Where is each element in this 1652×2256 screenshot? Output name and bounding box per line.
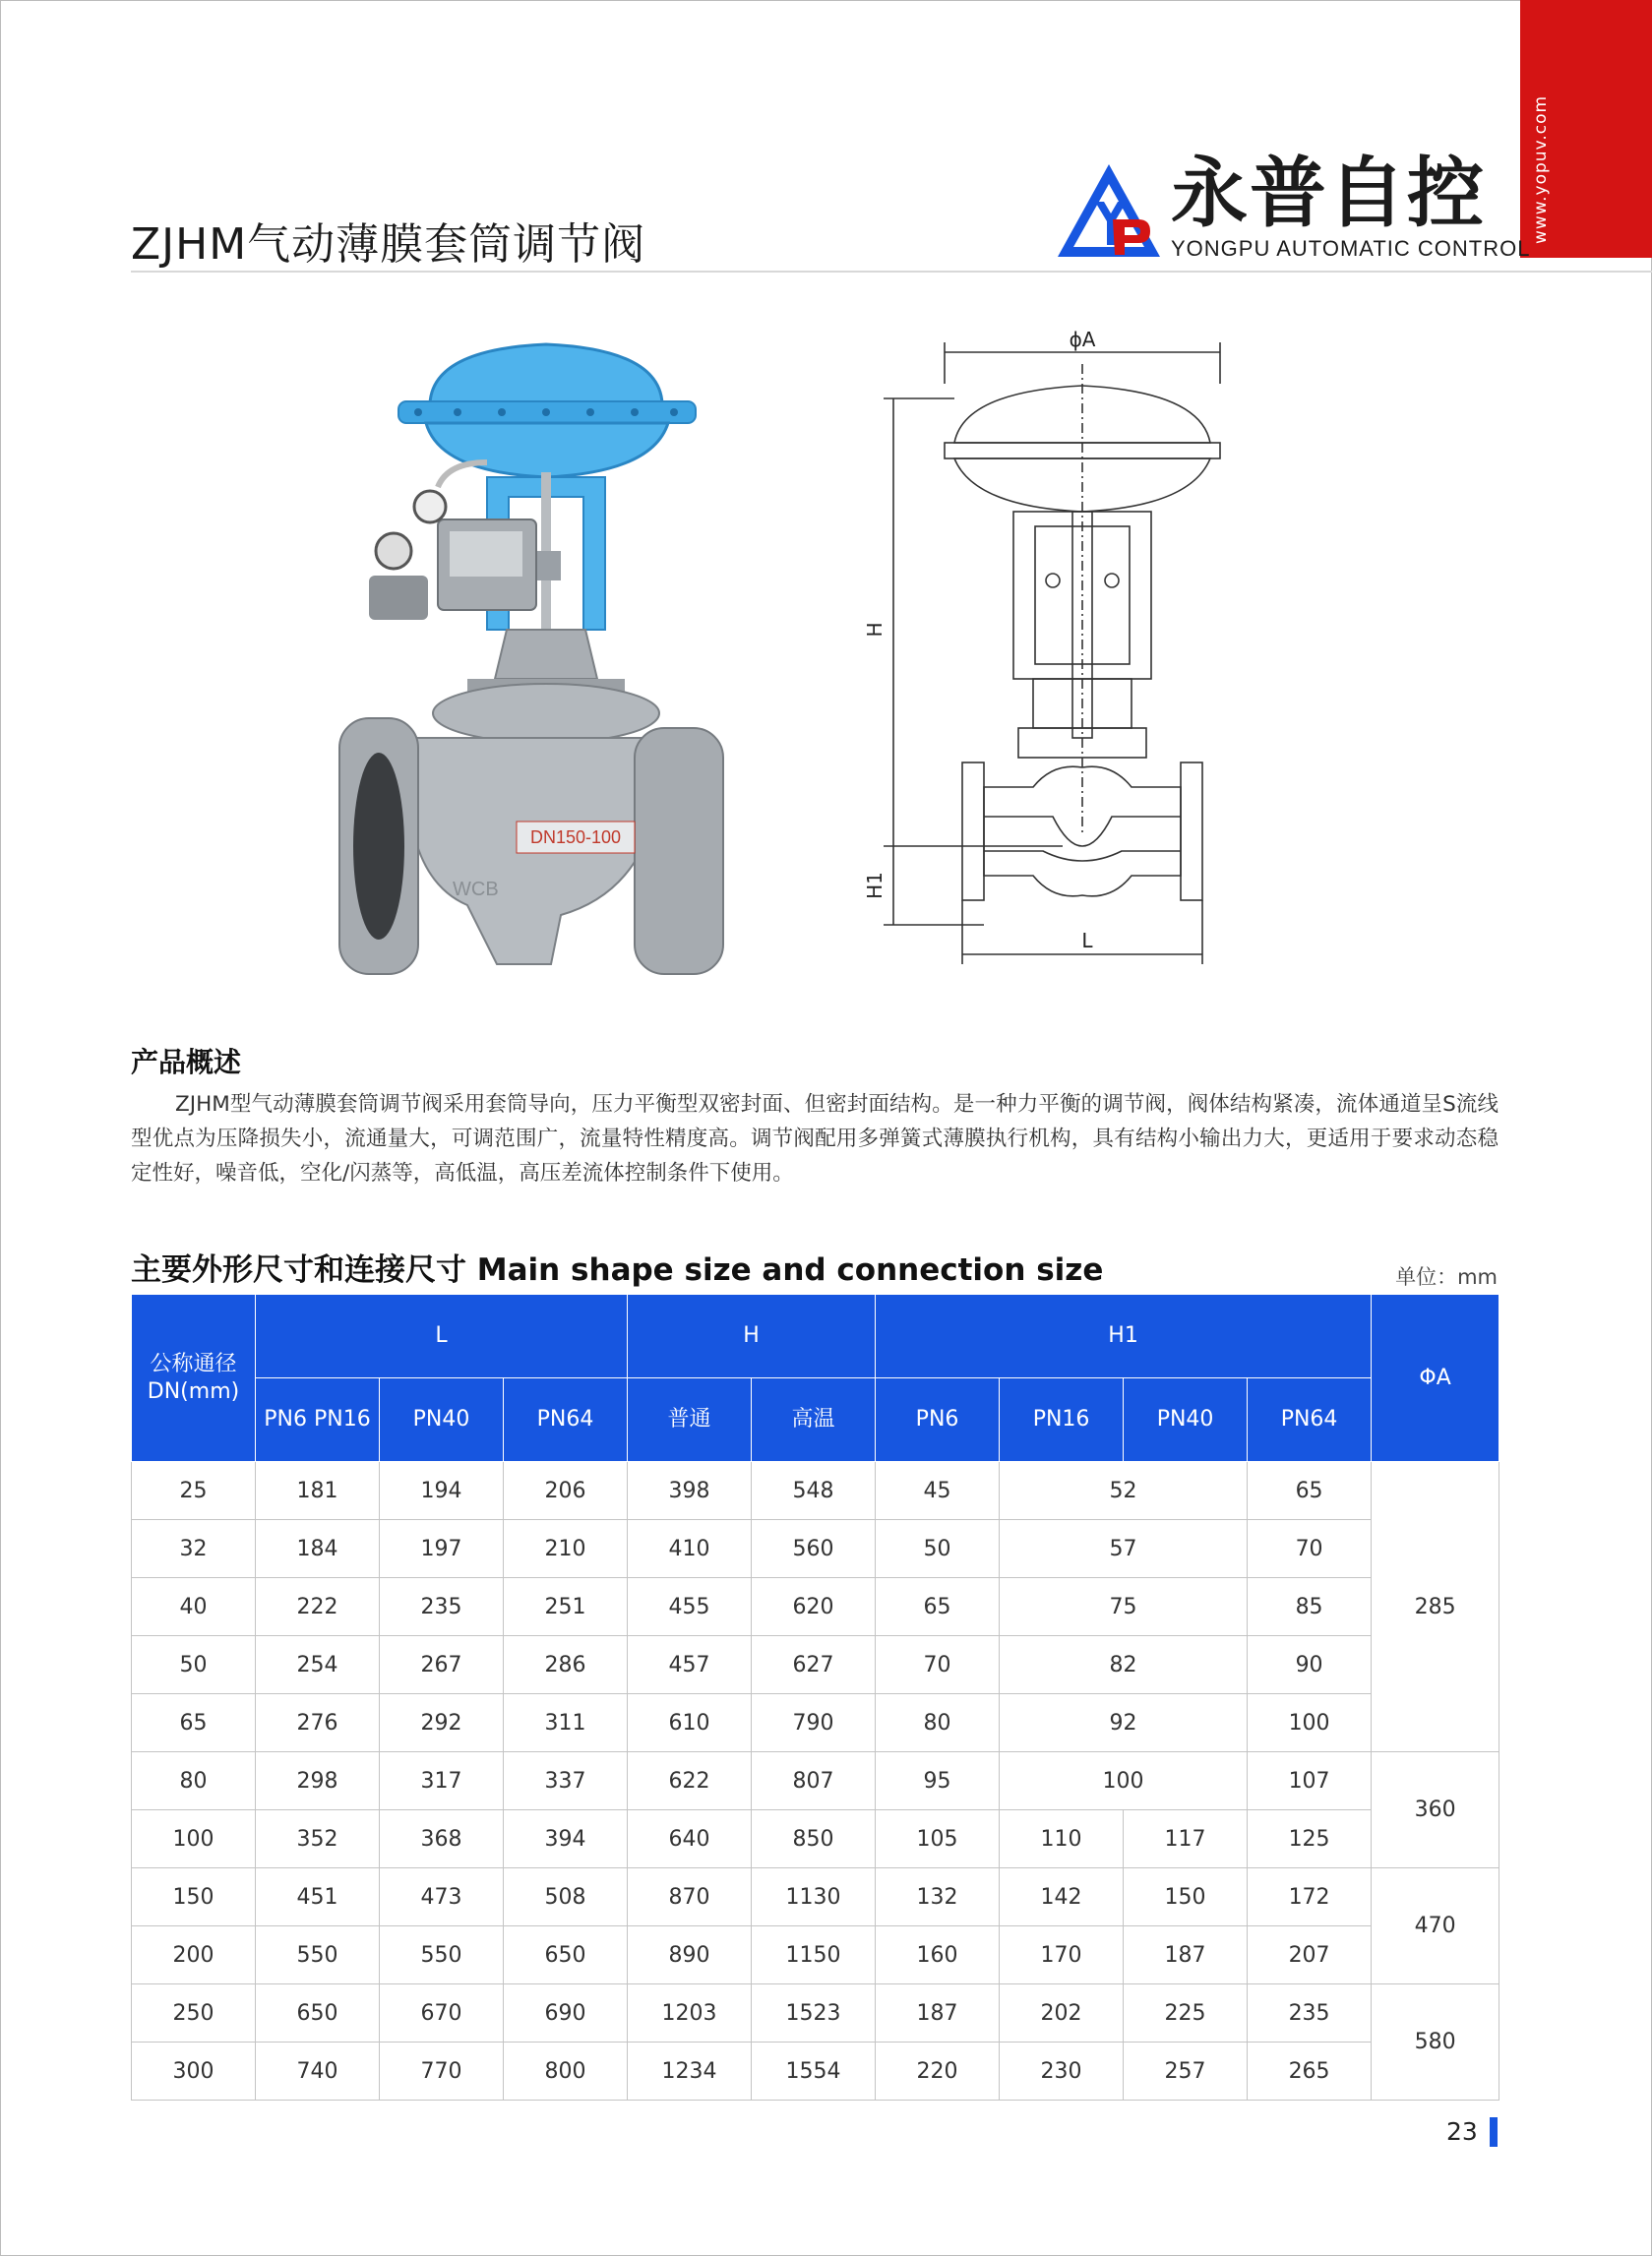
cell-dn: 25 <box>132 1462 256 1520</box>
cell-h2: 807 <box>752 1752 876 1810</box>
website-url: www.yopuv.com <box>1531 94 1551 244</box>
cell-l2: 473 <box>380 1868 504 1926</box>
label-H1: H1 <box>863 872 887 899</box>
page-number: 23 <box>1446 2117 1478 2146</box>
cell-l3: 210 <box>504 1520 628 1578</box>
cell-l2: 197 <box>380 1520 504 1578</box>
cell-h1: 457 <box>628 1636 752 1694</box>
cell-c: 257 <box>1124 2043 1248 2101</box>
cell-a: 160 <box>876 1926 1000 1984</box>
cell-d: 207 <box>1248 1926 1372 1984</box>
cell-l2: 550 <box>380 1926 504 1984</box>
label-L: L <box>1081 929 1093 952</box>
cell-d: 100 <box>1248 1694 1372 1752</box>
cell-b: 75 <box>1000 1578 1248 1636</box>
cell-dn: 40 <box>132 1578 256 1636</box>
cell-l1: 222 <box>256 1578 380 1636</box>
cell-h1: 410 <box>628 1520 752 1578</box>
cell-h2: 627 <box>752 1636 876 1694</box>
header-divider <box>131 271 1652 273</box>
table-row <box>132 2043 1499 2101</box>
header-phiA: ΦA <box>1372 1295 1499 1462</box>
cell-h1: 610 <box>628 1694 752 1752</box>
table-row <box>132 1868 1499 1926</box>
cell-h2: 620 <box>752 1578 876 1636</box>
table-row <box>132 1926 1499 1984</box>
cell-c: 150 <box>1124 1868 1248 1926</box>
cell-l3: 800 <box>504 2043 628 2101</box>
cell-c: 225 <box>1124 1984 1248 2043</box>
body-marking: DN150-100 <box>529 827 622 847</box>
cell-h1: 640 <box>628 1810 752 1868</box>
cell-a: 187 <box>876 1984 1000 2043</box>
cell-a: 220 <box>876 2043 1000 2101</box>
cell-b: 52 <box>1000 1462 1248 1520</box>
header-l-pn64: PN64 <box>504 1378 628 1462</box>
header-l-pn6-pn16: PN6 PN16 <box>256 1378 380 1462</box>
cell-a: 95 <box>876 1752 1000 1810</box>
cell-b: 100 <box>1000 1752 1248 1810</box>
cell-b: 202 <box>1000 1984 1124 2043</box>
cell-d: 70 <box>1248 1520 1372 1578</box>
cell-a: 65 <box>876 1578 1000 1636</box>
cell-l3: 508 <box>504 1868 628 1926</box>
cell-l2: 317 <box>380 1752 504 1810</box>
cell-c: 117 <box>1124 1810 1248 1868</box>
cell-h1: 622 <box>628 1752 752 1810</box>
header-h-high-temp: 高温 <box>752 1378 876 1462</box>
header-dn: 公称通径 DN(mm) <box>132 1295 256 1462</box>
cell-d: 65 <box>1248 1462 1372 1520</box>
cell-phi: 470 <box>1372 1868 1499 1984</box>
cell-l3: 690 <box>504 1984 628 2043</box>
cell-l3: 394 <box>504 1810 628 1868</box>
table-row <box>132 1694 1499 1752</box>
cell-h2: 790 <box>752 1694 876 1752</box>
cell-b: 110 <box>1000 1810 1124 1868</box>
cell-d: 125 <box>1248 1810 1372 1868</box>
header-h1-pn6: PN6 <box>876 1378 1000 1462</box>
cell-d: 107 <box>1248 1752 1372 1810</box>
cell-a: 70 <box>876 1636 1000 1694</box>
cell-l2: 770 <box>380 2043 504 2101</box>
cell-h2: 1150 <box>752 1926 876 1984</box>
cell-b: 92 <box>1000 1694 1248 1752</box>
cell-l3: 337 <box>504 1752 628 1810</box>
table-row <box>132 1578 1499 1636</box>
cell-l1: 276 <box>256 1694 380 1752</box>
unit-label: 单位：mm <box>1395 1265 1498 1289</box>
cell-h2: 1554 <box>752 2043 876 2101</box>
header-H1: H1 <box>876 1295 1372 1378</box>
cell-l1: 550 <box>256 1926 380 1984</box>
cell-dn: 32 <box>132 1520 256 1578</box>
overview-text: ZJHM型气动薄膜套筒调节阀采用套筒导向，压力平衡型双密封面、但密封面结构。是一种力平衡的调节阀，阀体结构紧凑，流体通道呈S流线型优点为压降损失小，流通量大，可调范围广，流量特性精度高。调节阀配用多弹簧式薄膜执行机构，具有结构小输出力大，更适用于要求动态稳定性好，噪音低，空化/闪蒸等，高低温，高压差流体控制条件下使用。 <box>131 1092 1499 1186</box>
cell-l1: 451 <box>256 1868 380 1926</box>
cell-phi: 285 <box>1372 1462 1499 1752</box>
cell-h1: 1234 <box>628 2043 752 2101</box>
cell-dn: 100 <box>132 1810 256 1868</box>
cell-d: 172 <box>1248 1868 1372 1926</box>
dimension-drawing <box>863 325 1279 984</box>
table-row <box>132 1984 1499 2043</box>
yongpu-logo-icon <box>1056 162 1162 261</box>
cell-l1: 740 <box>256 2043 380 2101</box>
cell-b: 170 <box>1000 1926 1124 1984</box>
cell-l2: 235 <box>380 1578 504 1636</box>
header-L: L <box>256 1295 628 1378</box>
cell-phi: 360 <box>1372 1752 1499 1868</box>
cell-dn: 150 <box>132 1868 256 1926</box>
cell-a: 132 <box>876 1868 1000 1926</box>
cell-l1: 184 <box>256 1520 380 1578</box>
overview-heading: 产品概述 <box>131 1046 242 1078</box>
cell-h2: 1130 <box>752 1868 876 1926</box>
cell-a: 105 <box>876 1810 1000 1868</box>
cell-h2: 560 <box>752 1520 876 1578</box>
table-title: 主要外形尺寸和连接尺寸 Main shape size and connection size <box>131 1252 1104 1288</box>
table-row <box>132 1636 1499 1694</box>
cell-h2: 1523 <box>752 1984 876 2043</box>
header-l-pn40: PN40 <box>380 1378 504 1462</box>
cell-phi: 580 <box>1372 1984 1499 2101</box>
page-number-bar <box>1490 2117 1498 2147</box>
cell-h1: 398 <box>628 1462 752 1520</box>
cell-d: 265 <box>1248 2043 1372 2101</box>
cell-dn: 50 <box>132 1636 256 1694</box>
table-row <box>132 1810 1499 1868</box>
cell-l2: 194 <box>380 1462 504 1520</box>
cell-h1: 455 <box>628 1578 752 1636</box>
cell-dn: 250 <box>132 1984 256 2043</box>
table-row <box>132 1752 1499 1810</box>
cell-l2: 292 <box>380 1694 504 1752</box>
cell-l2: 267 <box>380 1636 504 1694</box>
cell-h2: 850 <box>752 1810 876 1868</box>
label-phiA: ϕA <box>1069 328 1096 351</box>
cell-l2: 670 <box>380 1984 504 2043</box>
header-H: H <box>628 1295 876 1378</box>
cell-a: 50 <box>876 1520 1000 1578</box>
cell-a: 80 <box>876 1694 1000 1752</box>
cell-dn: 80 <box>132 1752 256 1810</box>
page-title: ZJHM气动薄膜套筒调节阀 <box>131 219 646 270</box>
header-h1-pn16: PN16 <box>1000 1378 1124 1462</box>
cell-d: 85 <box>1248 1578 1372 1636</box>
table-row <box>132 1520 1499 1578</box>
cell-b: 57 <box>1000 1520 1248 1578</box>
header-h-normal: 普通 <box>628 1378 752 1462</box>
cell-l3: 311 <box>504 1694 628 1752</box>
cell-b: 230 <box>1000 2043 1124 2101</box>
cell-c: 187 <box>1124 1926 1248 1984</box>
cell-l2: 368 <box>380 1810 504 1868</box>
header-h1-pn64: PN64 <box>1248 1378 1372 1462</box>
cell-d: 235 <box>1248 1984 1372 2043</box>
cell-l1: 254 <box>256 1636 380 1694</box>
cell-h1: 870 <box>628 1868 752 1926</box>
cell-a: 45 <box>876 1462 1000 1520</box>
cell-h1: 890 <box>628 1926 752 1984</box>
cell-l3: 286 <box>504 1636 628 1694</box>
body-material: WCB <box>453 879 499 900</box>
cell-b: 82 <box>1000 1636 1248 1694</box>
cell-l1: 352 <box>256 1810 380 1868</box>
cell-dn: 65 <box>132 1694 256 1752</box>
header-h1-pn40: PN40 <box>1124 1378 1248 1462</box>
cell-l1: 298 <box>256 1752 380 1810</box>
cell-d: 90 <box>1248 1636 1372 1694</box>
cell-h2: 548 <box>752 1462 876 1520</box>
cell-l1: 650 <box>256 1984 380 2043</box>
cell-dn: 300 <box>132 2043 256 2101</box>
brand-name-cn: 永普自控 <box>1171 150 1487 238</box>
table-row <box>132 1462 1499 1520</box>
cell-l3: 650 <box>504 1926 628 1984</box>
brand-name-en: YONGPU AUTOMATIC CONTROL <box>1171 236 1531 261</box>
cell-l3: 251 <box>504 1578 628 1636</box>
label-H: H <box>863 622 887 638</box>
cell-dn: 200 <box>132 1926 256 1984</box>
valve-photo <box>339 325 733 984</box>
cell-l1: 181 <box>256 1462 380 1520</box>
dimension-table <box>131 1294 1499 2101</box>
cell-l3: 206 <box>504 1462 628 1520</box>
cell-b: 142 <box>1000 1868 1124 1926</box>
cell-h1: 1203 <box>628 1984 752 2043</box>
